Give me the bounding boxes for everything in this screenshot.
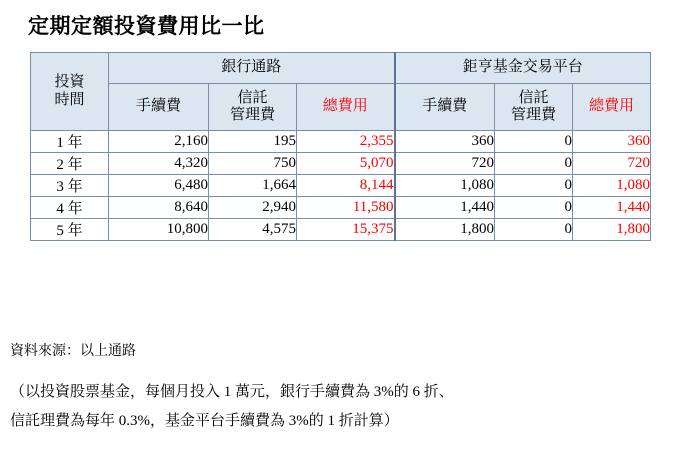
cell-bank-fee: 6,480 <box>109 175 209 197</box>
header-platform-trust-fee-line1: 信託 <box>518 89 549 106</box>
cell-bank-trust: 4,575 <box>209 219 297 241</box>
cell-bank-fee: 4,320 <box>109 153 209 175</box>
header-platform-fee <box>395 84 495 131</box>
page-title: 定期定額投資費用比一比 <box>28 14 265 38</box>
header-platform-fee-line1: 手續費 <box>422 98 468 115</box>
cell-period: 3 年 <box>31 175 109 197</box>
header-platform-total-line1: 總費用 <box>589 98 635 115</box>
table-row <box>31 197 651 219</box>
cell-bank-trust: 195 <box>209 131 297 153</box>
header-investment-period <box>31 53 109 131</box>
cell-bank-trust: 750 <box>209 153 297 175</box>
cell-bank-fee: 10,800 <box>109 219 209 241</box>
cell-period: 2 年 <box>31 153 109 175</box>
cell-platform-fee: 720 <box>395 153 495 175</box>
header-platform-trust-fee-line2: 管理費 <box>511 107 557 123</box>
table-header-sub-row <box>31 84 651 131</box>
cell-bank-total: 8,144 <box>297 175 395 197</box>
cell-platform-trust: 0 <box>495 153 573 175</box>
cell-period: 1 年 <box>31 131 109 153</box>
cell-bank-total: 5,070 <box>297 153 395 175</box>
header-platform-total <box>573 84 651 131</box>
header-bank-fee <box>109 84 209 131</box>
cell-platform-trust: 0 <box>495 219 573 241</box>
header-bank-total-line1: 總費用 <box>322 98 368 115</box>
cell-period: 4 年 <box>31 197 109 219</box>
cell-platform-trust: 0 <box>495 175 573 197</box>
header-group-bank: 銀行通路 <box>109 53 395 84</box>
cell-platform-total: 1,080 <box>573 175 651 197</box>
cost-comparison-table <box>30 52 651 241</box>
cell-bank-total: 15,375 <box>297 219 395 241</box>
cell-platform-total: 360 <box>573 131 651 153</box>
cell-platform-total: 1,440 <box>573 197 651 219</box>
header-bank-fee-line1: 手續費 <box>135 98 181 115</box>
cell-platform-trust: 0 <box>495 197 573 219</box>
cell-platform-fee: 1,080 <box>395 175 495 197</box>
table-row <box>31 153 651 175</box>
cell-period: 5 年 <box>31 219 109 241</box>
header-bank-trust-fee-line2: 管理費 <box>229 107 275 123</box>
source-note: 資料來源：以上通路 <box>10 344 136 359</box>
header-platform-trust-fee <box>495 84 573 131</box>
cell-platform-trust: 0 <box>495 131 573 153</box>
table-header-group-row <box>31 53 651 84</box>
cell-bank-fee: 2,160 <box>109 131 209 153</box>
cell-platform-fee: 1,800 <box>395 219 495 241</box>
footnote-line-1: （以投資股票基金，每個月投入 1 萬元，銀行手續費為 3%的 6 折、 <box>10 384 454 400</box>
cell-bank-trust: 2,940 <box>209 197 297 219</box>
cost-comparison-table-wrapper <box>30 52 650 241</box>
header-group-platform: 鉅亨基金交易平台 <box>395 53 651 84</box>
cell-platform-total: 1,800 <box>573 219 651 241</box>
cell-bank-total: 2,355 <box>297 131 395 153</box>
header-investment-period-line1: 投資 <box>54 74 85 91</box>
footnote <box>10 378 670 435</box>
table-row <box>31 131 651 153</box>
header-bank-total <box>297 84 395 131</box>
table-row <box>31 175 651 197</box>
header-bank-trust-fee <box>209 84 297 131</box>
header-bank-trust-fee-line1: 信託 <box>237 89 268 106</box>
cell-platform-total: 720 <box>573 153 651 175</box>
cell-bank-fee: 8,640 <box>109 197 209 219</box>
cell-bank-total: 11,580 <box>297 197 395 219</box>
footnote-line-2: 信託理費為每年 0.3%，基金平台手續費為 3%的 1 折計算） <box>10 412 399 429</box>
header-investment-period-line2: 時間 <box>54 91 85 108</box>
table-row <box>31 219 651 241</box>
cell-platform-fee: 360 <box>395 131 495 153</box>
cell-platform-fee: 1,440 <box>395 197 495 219</box>
cell-bank-trust: 1,664 <box>209 175 297 197</box>
